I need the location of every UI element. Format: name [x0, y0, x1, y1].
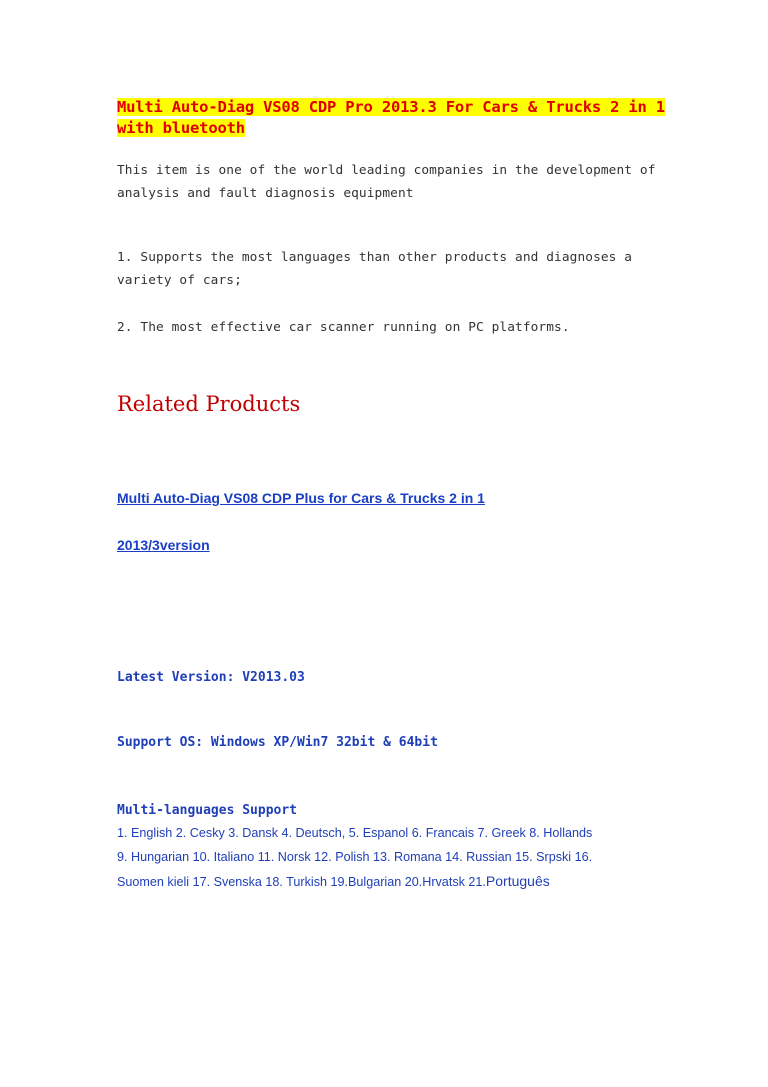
related-product-link-version[interactable]: 2013/3version — [117, 537, 210, 553]
point-2-line-1: 2. The most effective car scanner running on PC platforms. — [117, 320, 570, 335]
languages-line-2: 9. Hungarian 10. Italiano 11. Norsk 12. Polish 13. Romana 14. Russian 15. Srpski 16. — [117, 850, 593, 864]
intro-line-2: analysis and fault diagnosis equipment — [117, 186, 414, 201]
languages-line-3-portugues: Português — [485, 873, 550, 889]
languages-line-3 — [117, 873, 550, 889]
point-1-line-2: variety of cars; — [117, 273, 242, 288]
languages-heading: Multi-languages Support — [117, 803, 298, 818]
related-product-link[interactable]: Multi Auto-Diag VS08 CDP Plus for Cars & Trucks 2 in 1 — [117, 490, 485, 506]
languages-line-1: 1. English 2. Cesky 3. Dansk 4. Deutsch, 5. Espanol 6. Francais 7. Greek 8. Hollands — [117, 826, 593, 840]
product-heading-line-2: with bluetooth — [117, 119, 245, 137]
latest-version: Latest Version: V2013.03 — [117, 670, 305, 685]
point-1-line-1: 1. Supports the most languages than other products and diagnoses a — [117, 250, 633, 265]
product-heading-line-1: Multi Auto-Diag VS08 CDP Pro 2013.3 For Cars & Trucks 2 in 1 — [117, 98, 665, 116]
languages-line-3-main: Suomen kieli 17. Svenska 18. Turkish 19.Bulgarian 20.Hrvatsk 21. — [117, 875, 486, 889]
product-heading — [117, 97, 665, 137]
intro-line-1: This item is one of the world leading companies in the development of — [117, 163, 656, 178]
support-os: Support OS: Windows XP/Win7 32bit & 64bit — [117, 735, 438, 750]
related-products-heading: Related Products — [117, 392, 301, 416]
